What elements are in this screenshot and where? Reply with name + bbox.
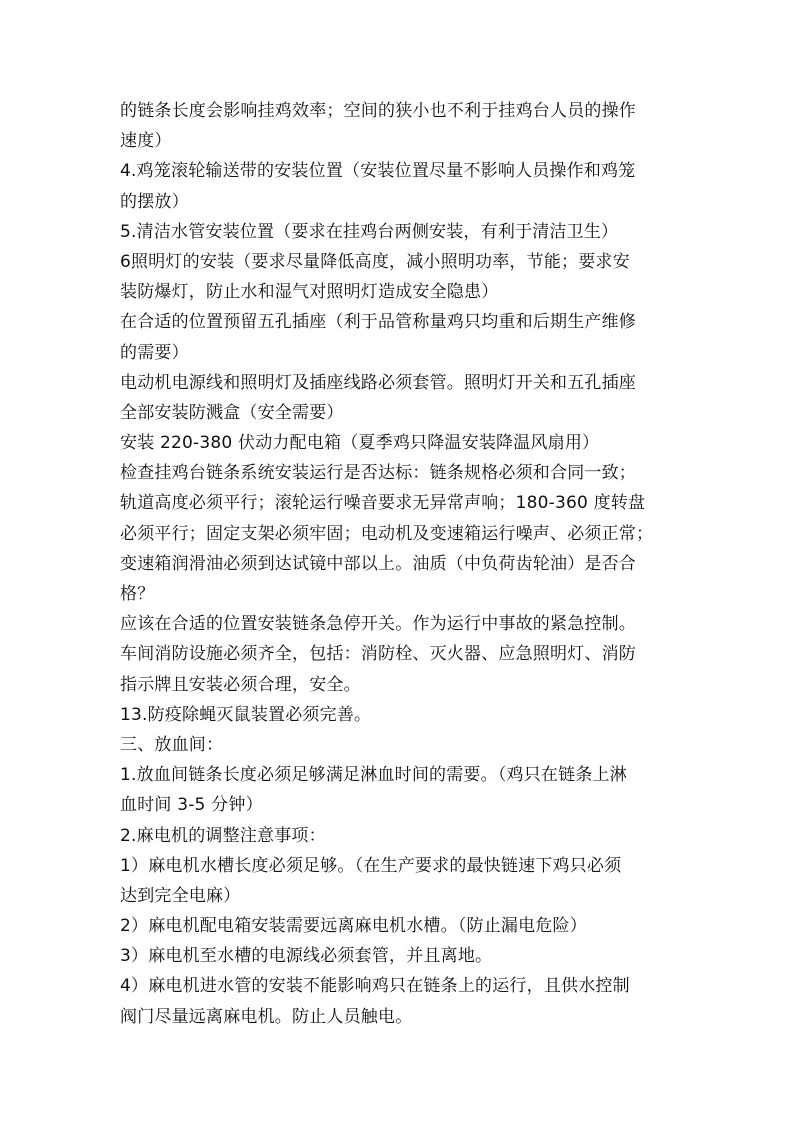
text-line: 13.防疫除蝇灭鼠装置必须完善。 [120, 704, 372, 725]
text-line: 电动机电源线和照明灯及插座线路必须套管。照明灯开关和五孔插座 [120, 372, 636, 393]
text-line: 在合适的位置预留五孔插座（利于品管称量鸡只均重和后期生产维修 [120, 312, 636, 333]
text-line: 2.麻电机的调整注意事项： [120, 825, 326, 846]
text-line: 全部安装防溅盒（安全需要） [120, 402, 344, 423]
text-line: 指示牌且安装必须合理，安全。 [120, 674, 361, 695]
text-line: 应该在合适的位置安装链条急停开关。作为运行中事故的紧急控制。 [120, 614, 636, 635]
text-line: 3）麻电机至水槽的电源线必须套管，并且离地。 [120, 946, 493, 967]
text-line: 4.鸡笼滚轮输送带的安装位置（安装位置尽量不影响人员操作和鸡笼 [120, 161, 636, 182]
text-line: 阀门尽量远离麻电机。防止人员触电。 [120, 1006, 413, 1027]
text-line: 5.清洁水管安装位置（要求在挂鸡台两侧安装，有利于清洁卫生） [120, 221, 619, 242]
text-line: 1.放血间链条长度必须足够满足淋血时间的需要。（鸡只在链条上淋 [120, 765, 627, 786]
text-line: 必须平行；固定支架必须牢固；电动机及变速箱运行噪声、必须正常； [120, 523, 654, 544]
text-line: 6照明灯的安装（要求尽量降低高度，减小照明功率，节能；要求安 [120, 251, 630, 272]
text-line: 1）麻电机水槽长度必须足够。（在生产要求的最快链速下鸡只必须 [120, 855, 622, 876]
text-line: 的摆放） [120, 191, 189, 212]
text-line: 变速箱润滑油必须到达试镜中部以上。油质（中负荷齿轮油）是否合 [120, 553, 636, 574]
text-line: 2）麻电机配电箱安装需要远离麻电机水槽。（防止漏电危险） [120, 916, 587, 937]
text-line: 格？ [120, 584, 155, 604]
text-line: 轨道高度必须平行；滚轮运行噪音要求无异常声响；180-360 度转盘 [120, 493, 646, 514]
text-line: 安装 220-380 伏动力配电箱（夏季鸡只降温安装降温风扇用） [120, 433, 600, 454]
text-line: 检查挂鸡台链条系统安装运行是否达标：链条规格必须和合同一致； [120, 463, 636, 484]
text-line: 装防爆灯，防止水和湿气对照明灯造成安全隐患） [120, 282, 499, 303]
text-line: 的需要） [120, 342, 189, 363]
text-line: 血时间 3-5 分钟） [120, 795, 263, 816]
text-line: 达到完全电麻） [120, 885, 241, 906]
section-heading: 三、放血间： [120, 734, 224, 755]
text-line: 车间消防设施必须齐全，包括：消防栓、灭火器、应急照明灯、消防 [120, 644, 636, 665]
text-line: 速度） [120, 131, 172, 152]
document-page [120, 96, 680, 1032]
text-line: 4）麻电机进水管的安装不能影响鸡只在链条上的运行，且供水控制 [120, 976, 630, 997]
text-line: 的链条长度会影响挂鸡效率；空间的狭小也不利于挂鸡台人员的操作 [120, 101, 636, 121]
